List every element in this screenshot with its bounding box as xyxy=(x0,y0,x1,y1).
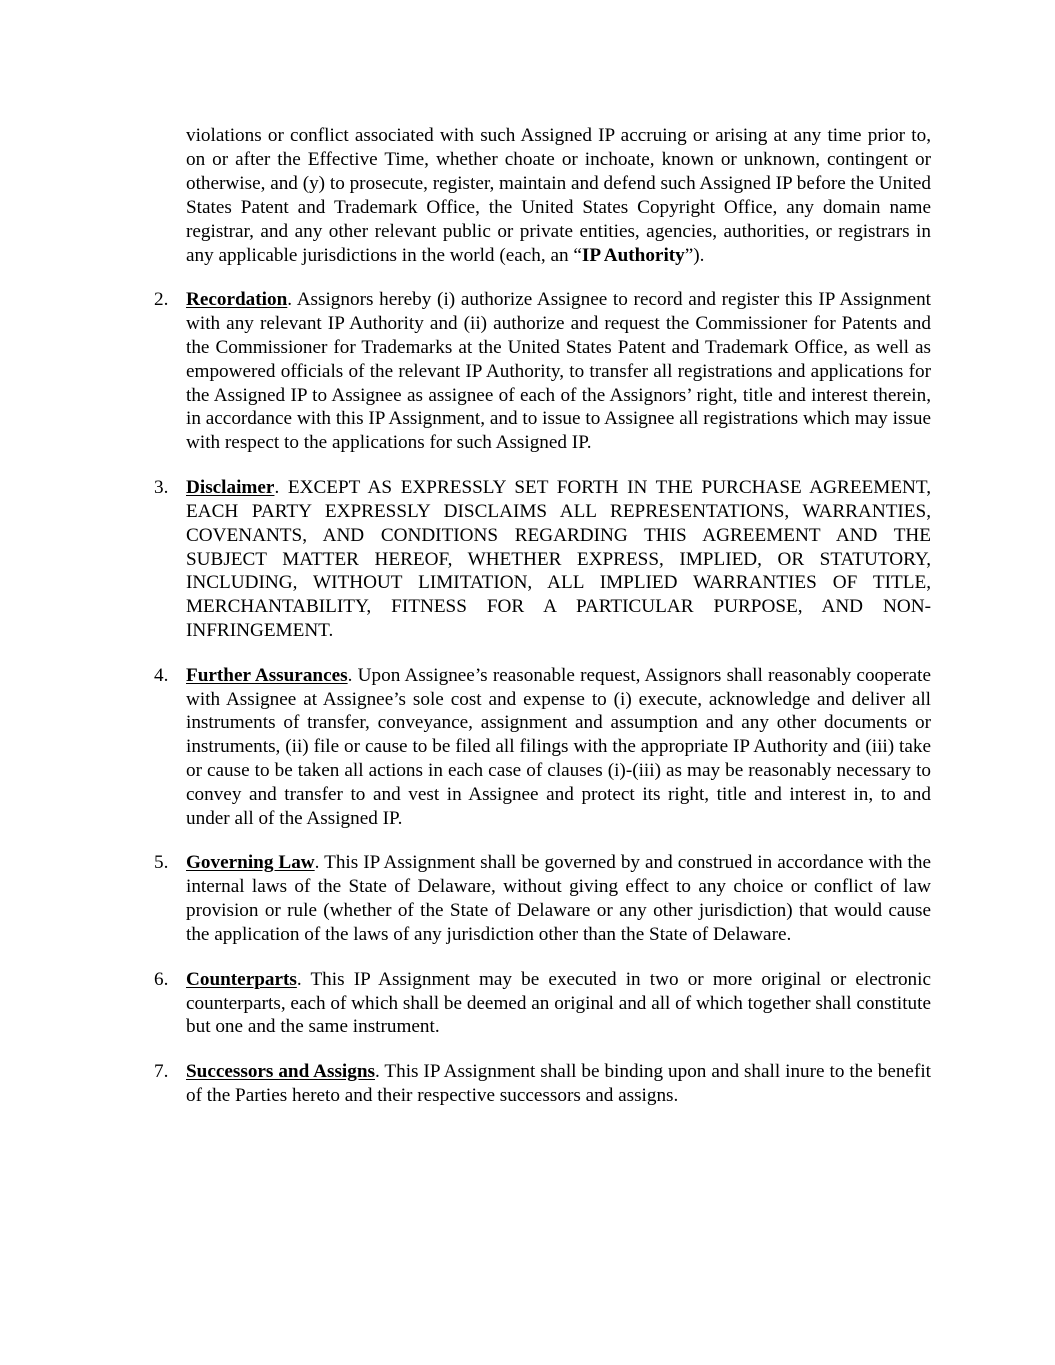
section-heading: Counterparts xyxy=(186,968,297,990)
section-successors-and-assigns xyxy=(154,1060,931,1108)
intro-paragraph xyxy=(186,124,931,267)
section-number: 5. xyxy=(154,852,169,874)
document-body xyxy=(154,124,932,1108)
section-recordation xyxy=(154,288,931,455)
section-number: 7. xyxy=(154,1060,169,1082)
section-body: . This IP Assignment shall be governed by and construed in accordance with the internal laws of the State of Delaware, without giving effect to any choice or conflict of law provision or rule (whether of the State of Delaware or any other jurisdiction) that would cause the application of the laws of any jurisdiction other than the State of Delaware. xyxy=(186,852,931,946)
section-body: . This IP Assignment shall be binding upon and shall inure to the benefit of the Parties hereto and their respective successors and assigns. xyxy=(186,1060,931,1106)
section-heading: Governing Law xyxy=(186,852,315,874)
section-number: 6. xyxy=(154,968,169,990)
section-number: 2. xyxy=(154,288,169,310)
section-counterparts xyxy=(154,968,931,1040)
section-body: . EXCEPT AS EXPRESSLY SET FORTH IN THE PURCHASE AGREEMENT, EACH PARTY EXPRESSLY DISCLAIMS ALL REPRESENTATIONS, WARRANTIES, COVENANTS, AND CONDITIONS REGARDING THIS AGREEMENT AND THE SUBJECT MATTER HEREOF, WHETHER EXPRESS, IMPLIED, OR STATUTORY, INCLUDING, WITHOUT LIMITATION, ALL IMPLIED WARRANTIES OF TITLE, MERCHANTABILITY, FITNESS FOR A PARTICULAR PURPOSE, AND NON-INFRINGEMENT. xyxy=(186,476,931,642)
intro-text-end: ”). xyxy=(684,244,705,266)
section-heading: Disclaimer xyxy=(186,476,275,498)
section-further-assurances xyxy=(154,664,931,831)
section-body: . Upon Assignee’s reasonable request, Assignors shall reasonably cooperate with Assignee at Assignee’s sole cost and expense to (i) execute, acknowledge and deliver all instruments of transfer, conveyance, assignment and assumption and any other documents or instruments, (ii) file or cause to be filed all filings with the appropriate IP Authority and (iii) take or cause to be taken all actions in each case of clauses (i)-(iii) as may be reasonably necessary to convey and transfer to and vest in Assignee and protect its right, title and interest in, to and under all of the Assigned IP. xyxy=(186,664,931,830)
section-heading: Further Assurances xyxy=(186,664,348,686)
section-heading: Recordation xyxy=(186,288,288,310)
defined-term-ip-authority: IP Authority xyxy=(581,244,685,266)
section-disclaimer xyxy=(154,476,931,643)
section-number: 4. xyxy=(154,664,169,686)
section-body: . Assignors hereby (i) authorize Assignee to record and register this IP Assignment with any relevant IP Authority and (ii) authorize and request the Commissioner for Patents and the Commissioner for Trademarks at the United States Patent and Trademark Office, as well as empowered officials of the relevant IP Authority, to transfer all registrations and applications for the Assigned IP to Assignee as assignee of each of the Assignors’ right, title and interest therein, in accordance with this IP Assignment, and to issue to Assignee all registrations which may issue with respect to the applications for such Assigned IP. xyxy=(186,288,931,454)
section-governing-law xyxy=(154,851,931,947)
section-heading: Successors and Assigns xyxy=(186,1060,375,1082)
intro-text: violations or conflict associated with such Assigned IP accruing or arising at any time prior to, on or after the Effective Time, whether choate or inchoate, known or unknown, contingent or otherwise, and (y) to prosecute, register, maintain and defend such Assigned IP before the United States Patent and Trademark Office, the United States Copyright Office, any domain name registrar, and any other relevant public or private entities, agencies, authorities, or registrars in any applicable jurisdictions in the world (each, an “ xyxy=(186,125,932,266)
section-body: . This IP Assignment may be executed in two or more original or electronic counterparts, each of which shall be deemed an original and all of which together shall constitute but one and the same instrument. xyxy=(186,968,931,1038)
section-number: 3. xyxy=(154,476,169,498)
